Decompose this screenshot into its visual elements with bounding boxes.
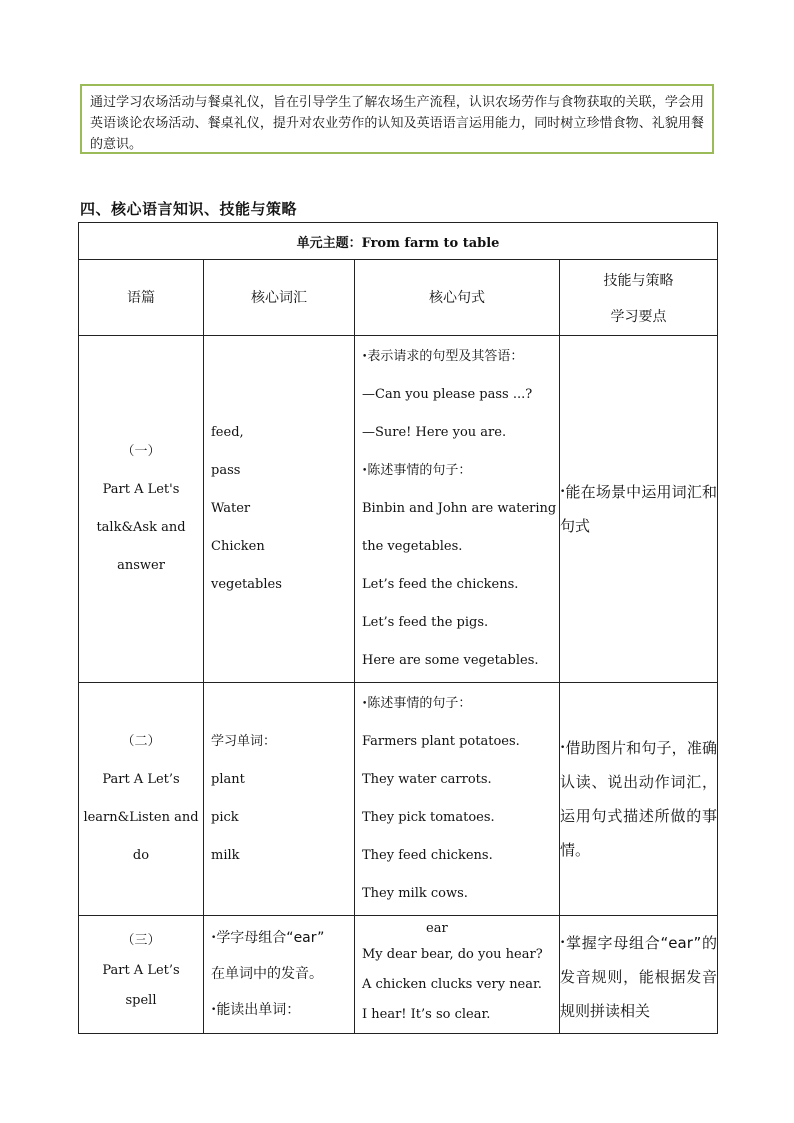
- skills-text: 掌握字母组合“ear”的发音规则，能根据发音规则拼读相关: [560, 934, 718, 1020]
- vocab-item: milk: [211, 848, 240, 863]
- vocab-cell: [204, 683, 355, 916]
- bullet-icon: •: [362, 352, 368, 362]
- vocab-item: Water: [211, 501, 251, 516]
- skills-cell: [560, 916, 718, 1034]
- bullet-icon: •: [560, 938, 566, 948]
- sentences-cell: [355, 683, 560, 916]
- skills-cell: [560, 683, 718, 916]
- sentence-line: My dear bear, do you hear?: [362, 947, 543, 962]
- sentence-line: They water carrots.: [362, 772, 492, 787]
- sentence-line: 陈述事情的句子：: [367, 696, 472, 711]
- bullet-icon: •: [560, 743, 566, 753]
- sentence-line: They milk cows.: [362, 886, 468, 901]
- part-number: （三）: [121, 933, 161, 948]
- passage-cell: [79, 916, 204, 1034]
- vocab-cell: [204, 916, 355, 1034]
- vocab-item: Chicken: [211, 539, 265, 554]
- sentences-cell: [355, 916, 560, 1034]
- bullet-icon: •: [211, 1005, 217, 1015]
- vocab-item: 能读出单词：: [216, 1002, 301, 1018]
- vocab-item: 学字母组合“ear”: [216, 930, 325, 946]
- passage-cell: [79, 336, 204, 683]
- vocab-item: pass: [211, 463, 241, 478]
- part-number: （二）: [121, 734, 161, 749]
- table-row: [79, 683, 718, 916]
- sentence-line: They pick tomatoes.: [362, 810, 495, 825]
- part-type: learn&Listen and: [83, 810, 199, 825]
- part-name: Part A Let’s: [102, 772, 180, 787]
- sentence-line: Here are some vegetables.: [362, 653, 539, 668]
- part-number: （一）: [121, 444, 161, 459]
- intro-box: [80, 84, 714, 154]
- part-type: do: [132, 848, 150, 863]
- table-row: [79, 916, 718, 1034]
- sentence-line: Let’s feed the chickens.: [362, 577, 519, 592]
- vocab-item: feed,: [211, 425, 244, 440]
- sentence-line: 陈述事情的句子：: [367, 463, 472, 478]
- skills-text: 借助图片和句子，准确认读、说出动作词汇，运用句式描述所做的事情。: [560, 739, 718, 859]
- table-row: [79, 336, 718, 683]
- bullet-icon: •: [362, 699, 368, 709]
- header-sentences: 核心句式: [355, 260, 560, 336]
- core-language-table: [78, 222, 718, 1034]
- header-passage: 语篇: [79, 260, 204, 336]
- header-skills-line1: 技能与策略: [603, 272, 674, 289]
- sentence-line: the vegetables.: [362, 539, 463, 554]
- vocab-cell: [204, 336, 355, 683]
- vocab-item: plant: [211, 772, 245, 787]
- part-name: Part A Let’s: [102, 963, 180, 978]
- sentence-line: They feed chickens.: [362, 848, 493, 863]
- vocab-item: 在单词中的发音。: [211, 966, 323, 982]
- sentence-line: I hear! It’s so clear.: [362, 1007, 491, 1022]
- vocab-item: pick: [211, 810, 239, 825]
- intro-text: 通过学习农场活动与餐桌礼仪，旨在引导学生了解农场生产流程，认识农场劳作与食物获取的关联，学会用英语谈论农场活动、餐桌礼仪，提升对农业劳作的认知及英语语言运用能力，同时树立珍惜食物、礼貌用餐的意识。: [90, 95, 704, 152]
- sentence-line: 表示请求的句型及其答语：: [367, 349, 524, 364]
- header-vocab: 核心词汇: [204, 260, 355, 336]
- section-heading: 四、核心语言知识、技能与策略: [80, 200, 298, 218]
- part-type: talk&Ask and: [96, 520, 186, 535]
- header-skills-line2: 学习要点: [610, 308, 667, 325]
- bullet-icon: •: [560, 487, 566, 497]
- sentence-line: —Can you please pass ...?: [362, 387, 533, 402]
- unit-theme: 单元主题：From farm to table: [79, 223, 718, 260]
- sentence-line: Binbin and John are watering: [362, 501, 557, 516]
- bullet-icon: •: [362, 466, 368, 476]
- sentence-line: ear: [426, 921, 448, 936]
- passage-cell: [79, 683, 204, 916]
- sentence-line: Let’s feed the pigs.: [362, 615, 489, 630]
- sentences-cell: [355, 336, 560, 683]
- part-type: answer: [117, 558, 165, 573]
- vocab-item: vegetables: [211, 577, 282, 592]
- sentence-line: A chicken clucks very near.: [362, 977, 542, 992]
- skills-text: 能在场景中运用词汇和句式: [560, 483, 718, 535]
- sentence-line: Farmers plant potatoes.: [362, 734, 520, 749]
- bullet-icon: •: [211, 933, 217, 943]
- skills-cell: [560, 336, 718, 683]
- part-name: Part A Let's: [102, 482, 180, 497]
- part-type: spell: [125, 993, 157, 1008]
- header-skills: [560, 260, 718, 336]
- vocab-item: 学习单词：: [211, 734, 277, 749]
- sentence-line: —Sure! Here you are.: [362, 425, 507, 440]
